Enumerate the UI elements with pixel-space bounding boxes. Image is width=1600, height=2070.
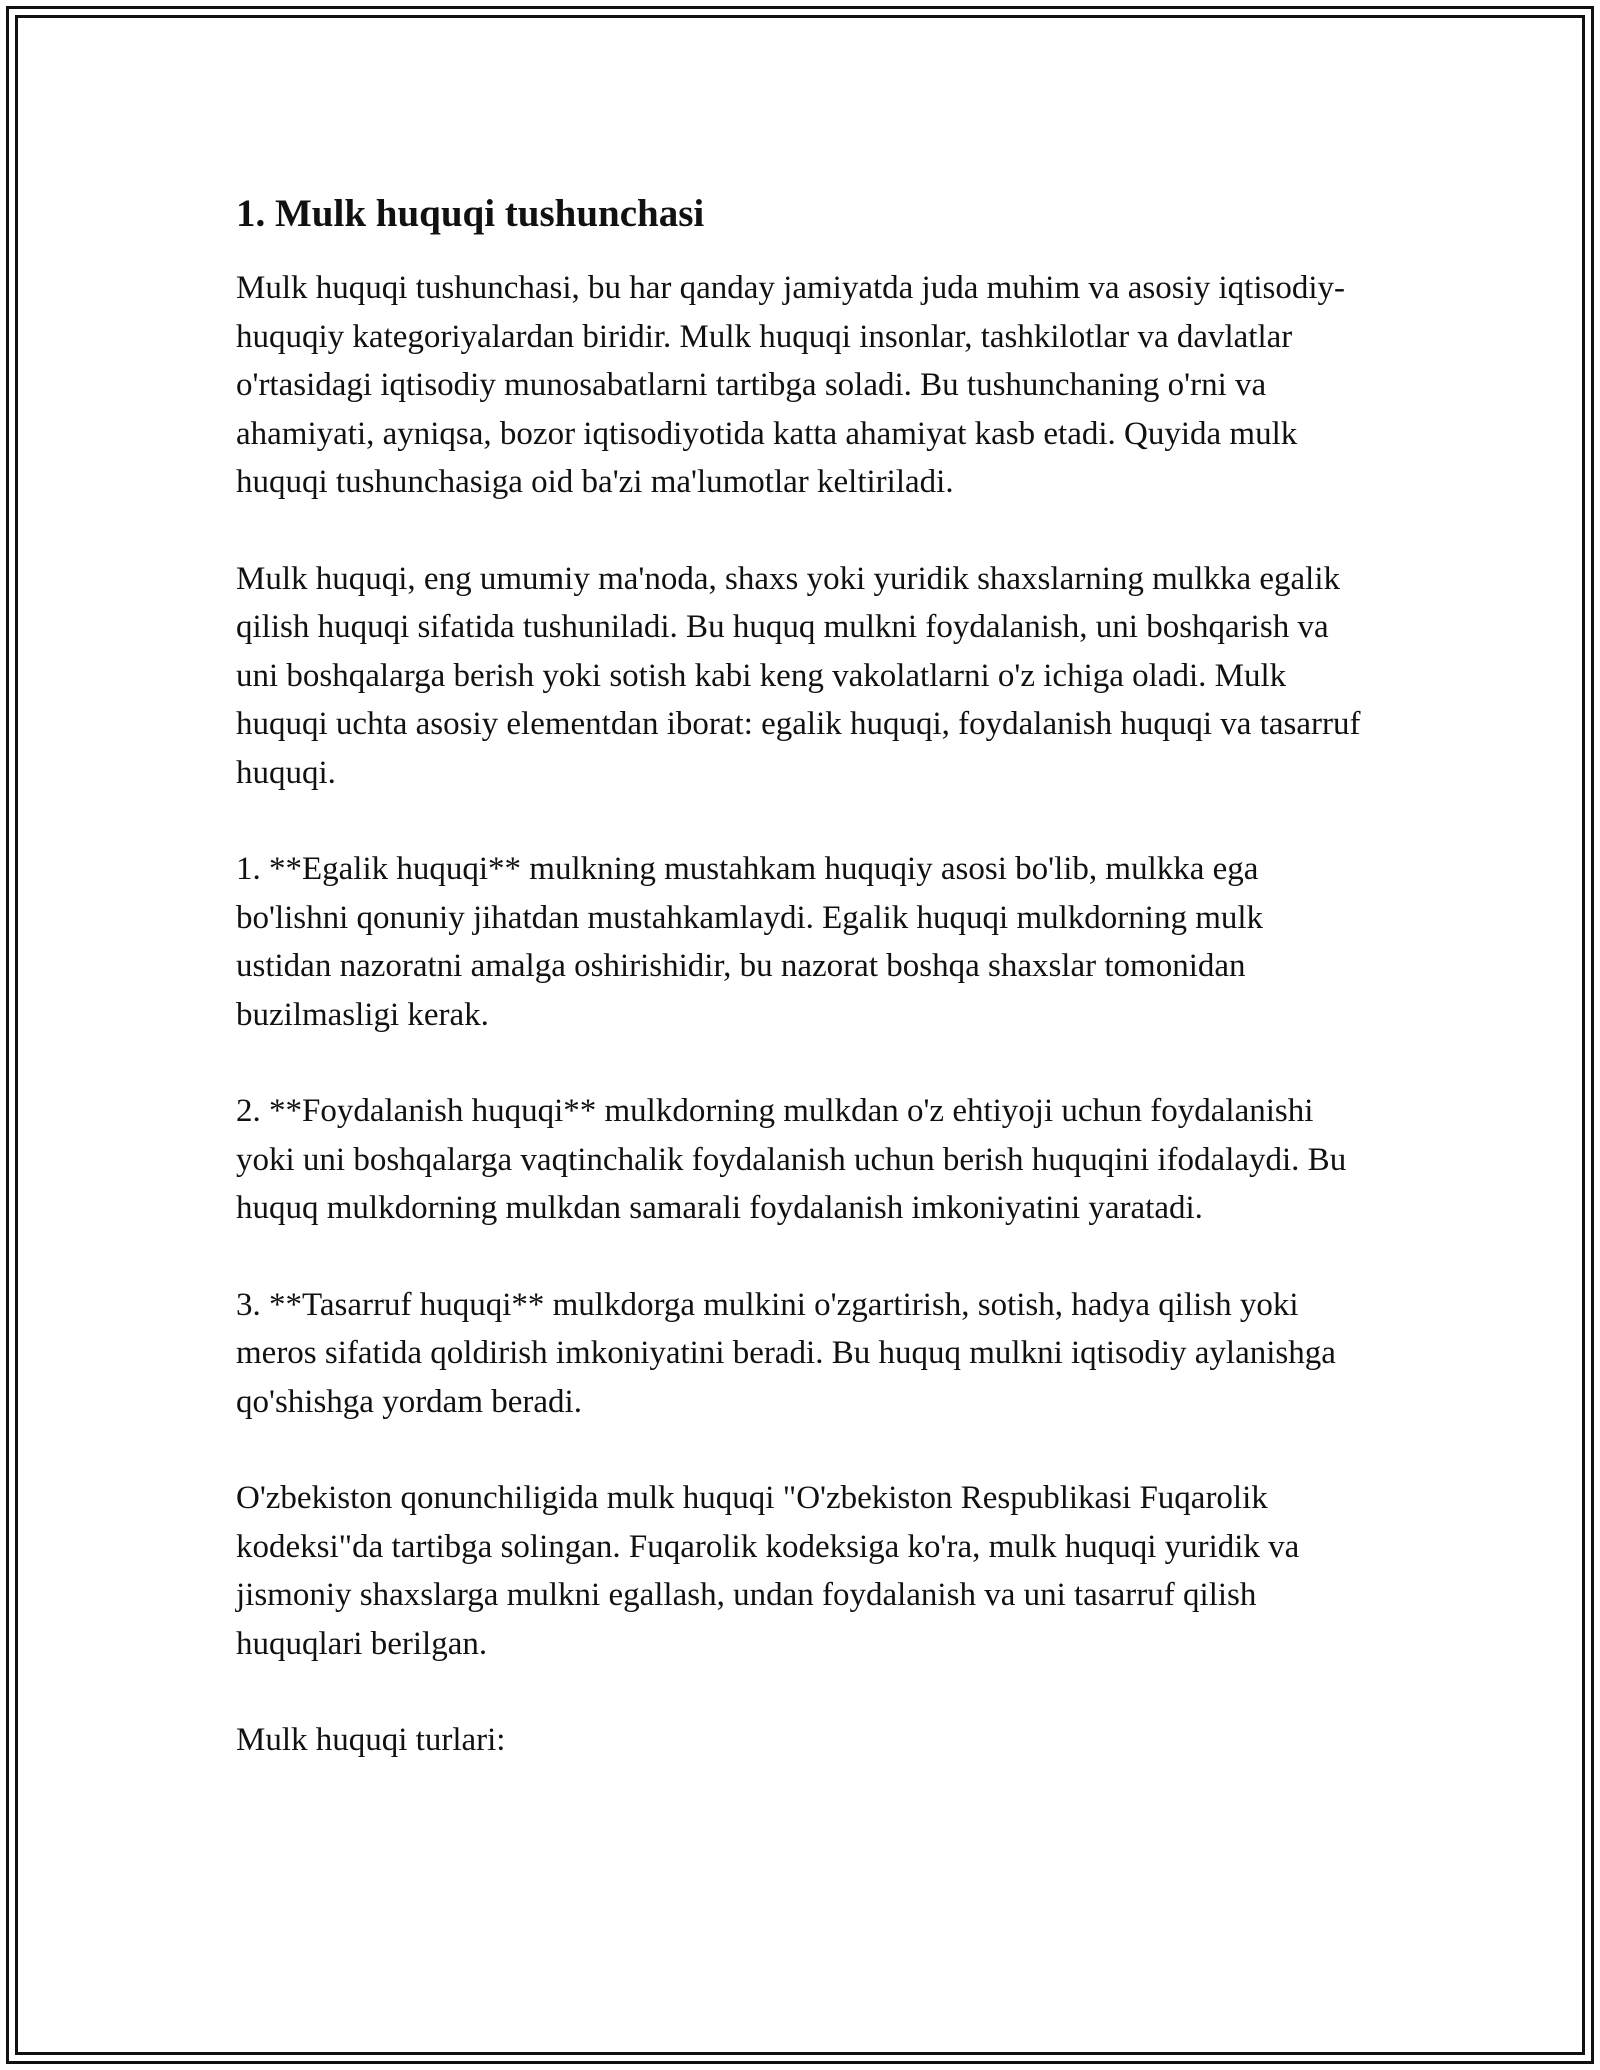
paragraph-usage-right: 2. **Foydalanish huquqi** mulkdorning mulkdan o'z ehtiyoji uchun foydalanishi yoki uni boshqalarga vaqtinchalik foydalanish uchun berish huquqini ifodalaydi. Bu huquq mulkdorning mulkdan samarali foydalanish imkoniyatini yaratadi. xyxy=(236,1093,1347,1226)
paragraph-ownership-right: 1. **Egalik huquqi** mulkning mustahkam huquqiy asosi bo'lib, mulkka ega bo'lishni qonuniy jihatdan mustahkamlaydi. Egalik huquqi mulkdorning mulk ustidan nazoratni amalga oshirishidir, bu nazorat boshqa shaxslar tomonidan buzilmasligi kerak. xyxy=(236,851,1264,1033)
paragraph-definition: Mulk huquqi, eng umumiy ma'noda, shaxs yoki yuridik shaxslarning mulkka egalik qilish huquqi sifatida tushuniladi. Bu huquq mulkni foydalanish, uni boshqarish va uni boshqalarga berish yoki sotish kabi keng vakolatlarni o'z ichiga oladi. Mulk huquqi uchta asosiy elementdan iborat: egalik huquqi, foydalanish huquqi va tasarruf huquqi. xyxy=(236,560,1361,791)
document-page xyxy=(236,186,1366,1813)
paragraph-intro: Mulk huquqi tushunchasi, bu har qanday jamiyatda juda muhim va asosiy iqtisodiy-huquqiy kategoriyalardan biridir. Mulk huquqi insonlar, tashkilotlar va davlatlar o'rtasidagi iqtisodiy munosabatlarni tartibga soladi. Bu tushunchaning o'rni va ahamiyati, ayniqsa, bozor iqtisodiyotida katta ahamiyat kasb etadi. Quyida mulk huquqi tushunchasiga oid ba'zi ma'lumotlar keltiriladi. xyxy=(236,270,1346,500)
paragraph-disposal-right: 3. **Tasarruf huquqi** mulkdorga mulkini o'zgartirish, sotish, hadya qilish yoki meros sifatida qoldirish imkoniyatini beradi. Bu huquq mulkni iqtisodiy aylanishga qo'shishga yordam beradi. xyxy=(236,1286,1336,1420)
section-heading: 1. Mulk huquqi tushunchasi xyxy=(236,192,705,235)
paragraph-types-intro: Mulk huquqi turlari: xyxy=(236,1722,506,1758)
paragraph-legislation: O'zbekiston qonunchiligida mulk huquqi "O'zbekiston Respublikasi Fuqarolik kodeksi"da tartibga solingan. Fuqarolik kodeksiga ko'ra, mulk huquqi yuridik va jismoniy shaxslarga mulkni egallash, undan foydalanish va uni tasarruf qilish huquqlari berilgan. xyxy=(236,1480,1300,1662)
